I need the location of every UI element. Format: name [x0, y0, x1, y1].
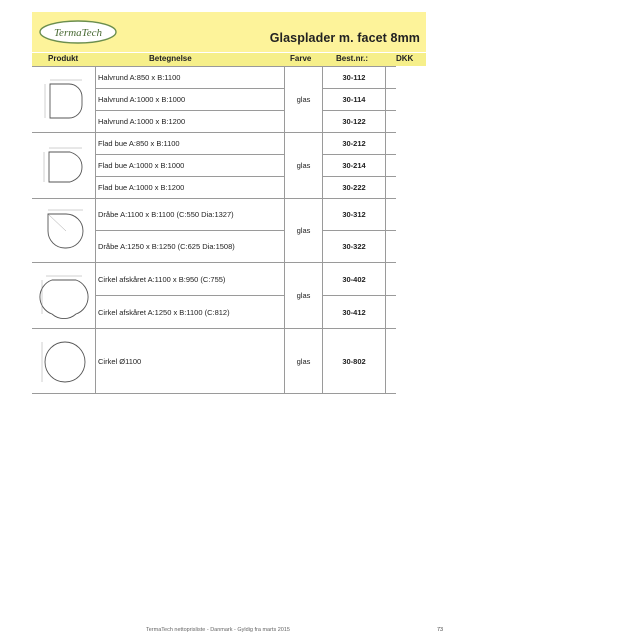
table-row: [32, 67, 396, 89]
col-best: Best.nr.:: [336, 54, 369, 63]
halvrund-icon: [36, 74, 92, 126]
row-description: Halvrund A:850 x B:1100: [96, 67, 285, 89]
row-farve: glas: [285, 199, 323, 263]
col-dkk: DKK: [396, 54, 414, 63]
table-row: [32, 199, 396, 231]
row-best-nr: 30-114: [323, 89, 386, 111]
row-dkk: [386, 296, 397, 329]
cirkel-icon: [36, 332, 92, 390]
col-farve: Farve: [290, 54, 312, 63]
row-dkk: [386, 263, 397, 296]
col-produkt: Produkt: [48, 54, 79, 63]
product-table: [32, 66, 396, 394]
row-description: Cirkel afskåret A:1100 x B:950 (C:755): [96, 263, 285, 296]
cirkel-afskaaret-icon: [36, 267, 92, 325]
row-best-nr: 30-212: [323, 133, 386, 155]
row-dkk: [386, 89, 397, 111]
product-image: [32, 133, 96, 199]
row-best-nr: 30-312: [323, 199, 386, 231]
logo-text: TermaTech: [53, 27, 103, 39]
row-best-nr: 30-214: [323, 155, 386, 177]
row-description: Flad bue A:1000 x B:1200: [96, 177, 285, 199]
row-description: Flad bue A:850 x B:1100: [96, 133, 285, 155]
row-best-nr: 30-402: [323, 263, 386, 296]
page-number: 73: [437, 627, 444, 633]
row-description: Halvrund A:1000 x B:1200: [96, 111, 285, 133]
row-description: Dråbe A:1100 x B:1100 (C:550 Dia:1327): [96, 199, 285, 231]
row-farve: glas: [285, 263, 323, 329]
product-image: [32, 263, 96, 329]
flad-bue-icon: [36, 140, 92, 192]
product-image: [32, 329, 96, 394]
row-description: Cirkel afskåret A:1250 x B:1100 (C:812): [96, 296, 285, 329]
row-dkk: [386, 67, 397, 89]
row-farve: glas: [285, 133, 323, 199]
page-title: Glasplader m. facet 8mm: [269, 31, 420, 45]
row-dkk: [386, 133, 397, 155]
header-banner: [32, 12, 426, 52]
table-row: [32, 133, 396, 155]
row-dkk: [386, 329, 397, 394]
col-betegnelse: Betegnelse: [149, 54, 192, 63]
row-best-nr: 30-322: [323, 231, 386, 263]
row-best-nr: 30-112: [323, 67, 386, 89]
row-dkk: [386, 111, 397, 133]
column-header-row: [32, 53, 426, 66]
draabe-icon: [36, 202, 92, 260]
row-dkk: [386, 177, 397, 199]
row-description: Halvrund A:1000 x B:1000: [96, 89, 285, 111]
product-image: [32, 199, 96, 263]
row-farve: glas: [285, 67, 323, 133]
row-best-nr: 30-222: [323, 177, 386, 199]
row-description: Dråbe A:1250 x B:1250 (C:625 Dia:1508): [96, 231, 285, 263]
termatech-logo: [38, 19, 120, 45]
row-dkk: [386, 231, 397, 263]
table-row: [32, 329, 396, 394]
product-image: [32, 67, 96, 133]
table-row: [32, 263, 396, 296]
row-dkk: [386, 199, 397, 231]
footer-text: TermaTech nettoprisliste - Danmark - Gyldig fra marts 2015: [146, 627, 290, 633]
row-dkk: [386, 155, 397, 177]
row-farve: glas: [285, 329, 323, 394]
row-description: Cirkel Ø1100: [96, 329, 285, 394]
row-best-nr: 30-122: [323, 111, 386, 133]
row-best-nr: 30-802: [323, 329, 386, 394]
row-best-nr: 30-412: [323, 296, 386, 329]
row-description: Flad bue A:1000 x B:1000: [96, 155, 285, 177]
